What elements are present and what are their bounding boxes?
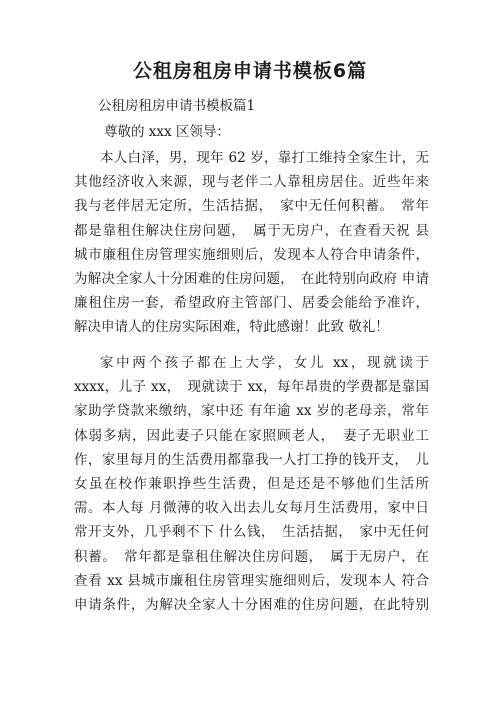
paragraph-line: xxxx，儿子 xx， 现就读于 xx，每年昂贵的学费都是靠国 <box>74 379 429 396</box>
paragraph-line: 本人白泽，男，现年 62 岁，靠打工维持全家生计，无 <box>100 150 429 166</box>
salutation: 尊敬的 xxx 区领导： <box>104 124 230 140</box>
paragraph-line: 解决申请人的住房实际困难，特此感谢！此致 敬礼！ <box>74 319 389 336</box>
paragraph-2 <box>74 351 429 617</box>
paragraph-line: 其他经济收入来源，现与老伴二人靠租房居住。近些年来 <box>74 174 429 191</box>
paragraph-line: 廉租住房一套，希望政府主管部门、居委会能给予准许， <box>74 295 429 312</box>
paragraph-line: 体弱多病，因此妻子只能在家照顾老人， 妻子无职业工 <box>74 427 429 444</box>
paragraph-1 <box>74 146 429 340</box>
page-title: 公租房租房申请书模板6篇 <box>132 60 368 82</box>
paragraph-line: 查看 xx 县城市廉租住房管理实施细则后，发现本人 符合 <box>74 572 429 589</box>
paragraph-line: 为解决全家人十分困难的住房问题， 在此特别向政府 申请 <box>74 270 429 287</box>
paragraph-line: 女虽在校作兼职挣些生活费，但是还是不够他们生活所 <box>74 475 429 492</box>
paragraph-line: 城市廉租住房管理实施细则后，发现本人符合申请条件， <box>74 246 429 263</box>
paragraph-line: 需。本人每 月微薄的收入出去儿女每月生活费用，家中日 <box>74 500 429 517</box>
paragraph-line: 申请条件，为解决全家人十分困难的住房问题，在此特别 <box>74 596 429 613</box>
paragraph-line: 常开支外，几乎剩不下 什么钱， 生活拮据， 家中无任何 <box>74 524 429 541</box>
paragraph-line: 家助学贷款来缴纳，家中还 有年逾 xx 岁的老母亲，常年 <box>74 403 429 420</box>
paragraph-line: 都是靠租住解决住房问题， 属于无房户，在查看天祝 县 <box>74 222 429 239</box>
document-subtitle: 公租房租房申请书模板篇1 <box>98 98 256 114</box>
paragraph-line: 我与老伴居无定所，生活拮据， 家中无任何积蓄。 常年 <box>74 198 429 215</box>
paragraph-line: 作，家里每月的生活费用都靠我一人打工挣的钱开支， 儿 <box>74 451 429 468</box>
paragraph-line: 积蓄。 常年都是靠租住解决住房问题， 属于无房户，在 <box>74 548 429 565</box>
paragraph-line: 家中两个孩子都在上大学，女儿 xx，现就读于 <box>100 355 429 371</box>
